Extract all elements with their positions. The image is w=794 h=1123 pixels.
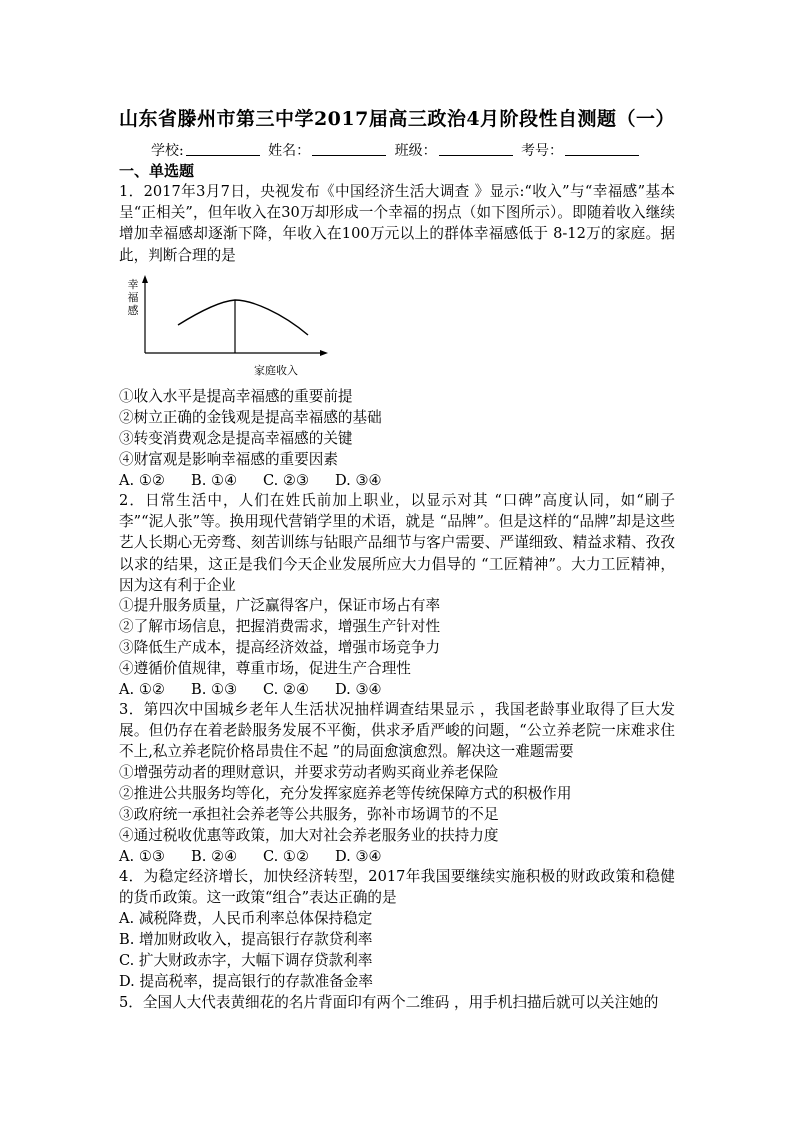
question-1-stem: 1．2017年3月7日，央视发布《中国经济生活大调查 》显示:“收入”与“幸福感”基本呈“正相关”，但年收入在30万却形成一个幸福的拐点（如下图所示）。即随着收入继续增加幸福感却逐渐下降，年收入在100万元以上的群体幸福感低于 8-12万的家庭。据此，判断合理的是	[119, 183, 675, 264]
q1-choice-b[interactable]: B. ①④	[191, 472, 238, 489]
q2-choice-c[interactable]: C. ②④	[263, 681, 310, 698]
school-blank[interactable]	[186, 143, 260, 156]
chart-x-label: 家庭收入	[254, 364, 298, 377]
q2-choice-b[interactable]: B. ①③	[191, 681, 238, 698]
q1-option-2: ②树立正确的金钱观是提高幸福感的基础	[119, 409, 382, 426]
number-blank[interactable]	[565, 143, 639, 156]
question-4-stem: 4．为稳定经济增长，加快经济转型，2017年我国要继续实施积极的财政政策和稳健的货币政策。这一政策“组合”表达正确的是	[119, 868, 675, 907]
q3-option-1: ①增强劳动者的理财意识，并要求劳动者购买商业养老保险	[119, 764, 499, 781]
q1-choice-a[interactable]: A. ①②	[119, 472, 165, 489]
q4-option-b[interactable]: B. 增加财政收入，提高银行存款贷利率	[119, 931, 373, 948]
q3-choice-c[interactable]: C. ①②	[263, 848, 310, 865]
q1-option-4: ④财富观是影响幸福感的重要因素	[119, 451, 338, 468]
q4-option-c[interactable]: C. 扩大财政赤字，大幅下调存贷款利率	[119, 952, 373, 969]
name-label: 姓名：	[268, 143, 311, 159]
happiness-income-chart	[122, 275, 332, 375]
q3-option-2: ②推进公共服务均等化，充分发挥家庭养老等传统保障方式的积极作用	[119, 785, 572, 802]
student-info-row	[0, 140, 794, 160]
q2-option-1: ①提升服务质量，广泛赢得客户，保证市场占有率	[119, 597, 441, 614]
q3-choice-b[interactable]: B. ②④	[191, 848, 238, 865]
question-2-stem: 2．日常生活中，人们在姓氏前加上职业，以显示对其 “口碑”高度认同，如“刷子李”“泥人张”等。换用现代营销学里的术语，就是 “品牌”。但是这样的“品牌”却是这些艺人长期心无旁骛、刻苦训练与钻眼产品细节与客户需要、严谨细致、精益求精、孜孜以求的结果，这正是我们今天企业发展所应大力倡导的 “工匠精神”。大力工匠精神，因为这有利于企业	[119, 492, 675, 594]
x-axis-arrow	[320, 350, 328, 356]
happiness-curve	[178, 300, 308, 335]
q3-choice-a[interactable]: A. ①③	[119, 848, 165, 865]
school-label: 学校:	[150, 143, 184, 159]
q2-choice-d[interactable]: D. ③④	[335, 681, 382, 698]
q1-option-3: ③转变消费观念是提高幸福感的关键	[119, 430, 353, 447]
q3-choices	[119, 846, 407, 867]
q3-option-4: ④通过税收优惠等政策，加大对社会养老服务业的扶持力度	[119, 827, 499, 844]
q2-option-3: ③降低生产成本，提高经济效益，增强市场竞争力	[119, 639, 441, 656]
section-heading: 一、单选题	[119, 162, 195, 180]
question-5-stem: 5．全国人大代表黄细花的名片背面印有两个二维码 ，用手机扫描后就可以关注她的	[119, 994, 659, 1011]
class-blank[interactable]	[439, 143, 513, 156]
q2-choices	[119, 679, 407, 700]
q2-option-4: ④遵循价值规律，尊重市场，促进生产合理性	[119, 660, 411, 677]
chart-y-label: 幸福感	[127, 278, 139, 317]
q4-option-d[interactable]: D. 提高税率，提高银行的存款准备金率	[119, 973, 373, 990]
q2-option-2: ②了解市场信息，把握消费需求，增强生产针对性	[119, 618, 441, 635]
q1-choices	[119, 470, 407, 491]
q3-choice-d[interactable]: D. ③④	[335, 848, 382, 865]
number-label: 考号：	[521, 143, 564, 159]
page-title: 山东省滕州市第三中学2017届高三政治4月阶段性自测题（一）	[118, 108, 676, 130]
q1-choice-d[interactable]: D. ③④	[335, 472, 382, 489]
q2-choice-a[interactable]: A. ①②	[119, 681, 165, 698]
y-axis-arrow	[142, 275, 148, 283]
q1-choice-c[interactable]: C. ②③	[263, 472, 310, 489]
question-3-stem: 3．第四次中国城乡老年人生活状况抽样调查结果显示 ，我国老龄事业取得了巨大发展。但仍存在着老龄服务发展不平衡，供求矛盾严峻的问题，“公立养老院一床难求住不上,私立养老院价格昂贵住不起 ”的局面愈演愈烈。解决这一难题需要	[119, 701, 675, 761]
q1-option-1: ①收入水平是提高幸福感的重要前提	[119, 388, 353, 405]
name-blank[interactable]	[312, 143, 386, 156]
class-label: 班级：	[394, 143, 437, 159]
q4-option-a[interactable]: A. 减税降费，人民币利率总体保持稳定	[119, 910, 373, 927]
q3-option-3: ③政府统一承担社会养老等公共服务，弥补市场调节的不足	[119, 806, 499, 823]
